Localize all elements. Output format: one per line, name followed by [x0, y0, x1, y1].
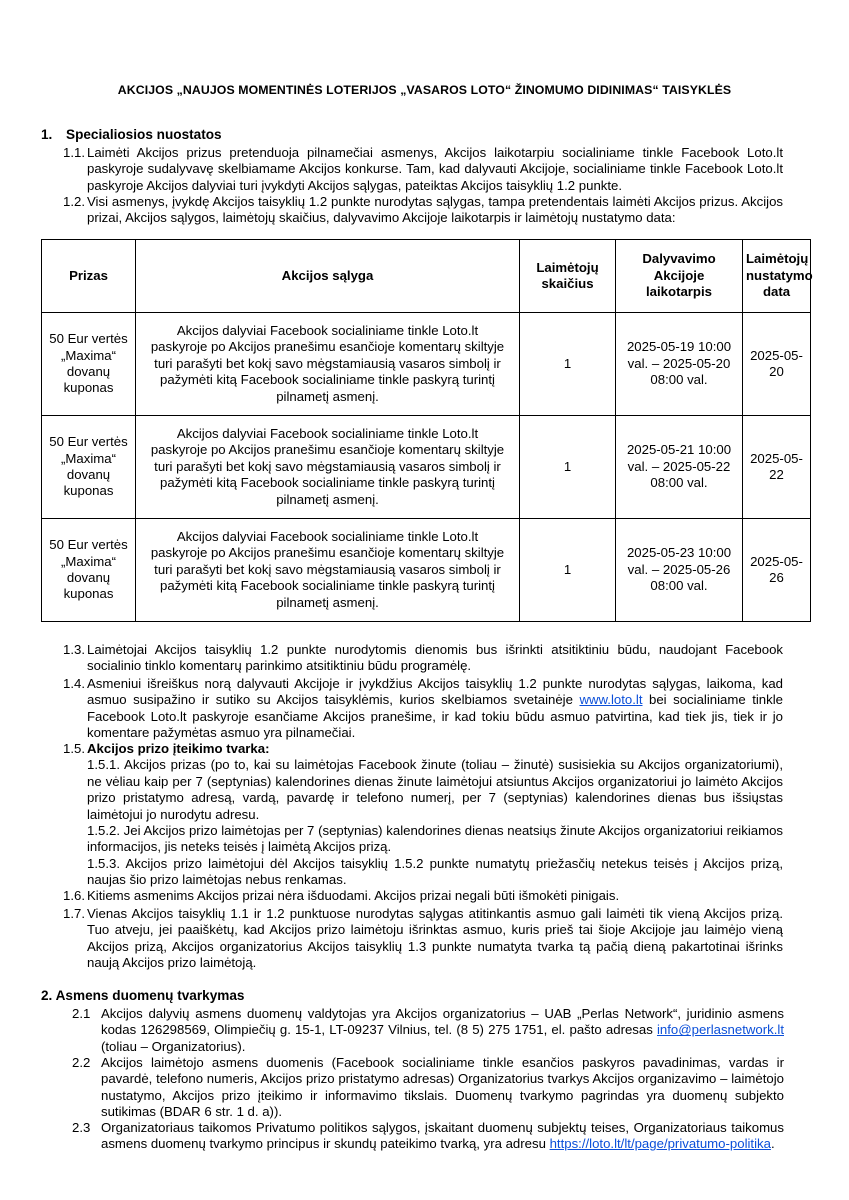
- clause-text: Visi asmenys, įvykdę Akcijos taisyklių 1.2 punkte nurodytas sąlygas, tampa pretendentais laimėti Akcijos prizus. Akcijos prizai, Akcijos sąlygos, laimėtojų skaičius, dalyvavimo Akcijoje laikotarpis ir laimėtojų nustatymo data:: [87, 194, 783, 226]
- cell-period: 2025-05-21 10:00 val. – 2025-05-22 08:00 val.: [616, 416, 743, 519]
- section-1-title: Specialiosios nuostatos: [66, 127, 222, 142]
- clause-number: 1.3.: [63, 642, 85, 657]
- clause-text: [87, 676, 783, 742]
- clause-text: [101, 1120, 784, 1153]
- clause-text-part: bei socialiniame tinkle Facebook Loto.lt paskyroje esančiame Akcijos pranešime, ir kad tokiu būdu asmuo patvirtina, kad tiek jis, tiek ir jo komentare pažymėtas asmuo yra pilnamečiai.: [87, 692, 783, 741]
- clause-text: Laimėtojai Akcijos taisyklių 1.2 punkte nurodytomis dienomis bus išrinkti atsitiktiniu būdu, naudojant Facebook socialinio tinklo komentarų parinkimo atsitiktiniu būdu programėlę.: [87, 642, 783, 674]
- clause-text: Akcijos laimėtojo asmens duomenis (Facebook socialiniame tinkle esančios paskyros pavadinimas, vardas ir pavardė, telefono numeris, Akcijos prizo pristatymo adresas) Organizatorius tvarkys Akcijos organizavimo – laimėtojo nustatymo, Akcijos prizo įteikimo ir informavimo tikslais. Duomenų tvarkymo pagrindas yra duomenų subjekto sutikimas (BDAR 6 str. 1 d. a)).: [101, 1055, 784, 1120]
- clause-number: 1.1.: [63, 145, 85, 160]
- clause-2-3: [72, 1120, 784, 1153]
- subclause-1-5-3: 1.5.3. Akcijos prizo laimėtojui dėl Akcijos taisyklių 1.5.2 punkte numatytų priežasčių netekus teisės į Akcijos prizą, naujas šio prizo laimėtojas nebus renkamas.: [87, 855, 783, 888]
- clause-1-5: [63, 741, 783, 889]
- clause-text-part: Akcijos dalyvių asmens duomenų valdytojas yra Akcijos organizatorius – UAB „Perlas Network“, juridinio asmens kodas 126298569, Olimpiečių g. 15-1, LT-09237 Vilnius, tel. (8 5) 275 1751, el. pašto adresas: [101, 1006, 784, 1038]
- cell-condition: Akcijos dalyviai Facebook socialiniame tinkle Loto.lt paskyroje po Akcijos pranešimu esančioje komentarų skiltyje turi parašyti bet kokį savo mėgstamiausią vasaros simbolį ir pažymėti kitą Facebook socialiniame tinkle paskyrą turintį pilnametį asmenį.: [136, 519, 520, 622]
- privacy-policy-link[interactable]: https://loto.lt/lt/page/privatumo-politika: [549, 1136, 771, 1152]
- clause-1-6: [63, 888, 783, 904]
- clause-1-3: [63, 642, 783, 675]
- table-row: [42, 416, 811, 519]
- clause-2-1: [72, 1006, 784, 1055]
- subclause-1-5-1: 1.5.1. Akcijos prizas (po to, kai su laimėtojas Facebook žinute (toliau – žinutė) susisiekia su Akcijos organizatoriumi), ne vėliau kaip per 7 (septynias) kalendorines dienas žinute laimėtojui atsiuntus Akcijos organizatoriui jo laimėto Akcijos prizo pristatymo adresą, vardą, pavardę ir telefono numerį, per 7 (septynias) kalendorines dienas bus išsiųstas laimėtojui jo nurodytu adresu.: [87, 757, 783, 822]
- cell-condition: Akcijos dalyviai Facebook socialiniame tinkle Loto.lt paskyroje po Akcijos pranešimu esančioje komentarų skiltyje turi parašyti bet kokį savo mėgstamiausią vasaros simbolį ir pažymėti kitą Facebook socialiniame tinkle paskyrą turintį pilnametį asmenį.: [136, 416, 520, 519]
- section-1-heading: [41, 127, 222, 143]
- email-link[interactable]: info@perlasnetwork.lt: [656, 1022, 784, 1038]
- cell-prize: 50 Eur vertės „Maxima“ dovanų kuponas: [42, 416, 136, 519]
- clause-number: 1.4.: [63, 676, 85, 691]
- header-period: Dalyvavimo Akcijoje laikotarpis: [616, 240, 743, 313]
- clause-text-part: (toliau – Organizatorius).: [101, 1038, 246, 1054]
- header-winner-date: Laimėtojų nustatymo data: [743, 240, 811, 313]
- cell-period: 2025-05-23 10:00 val. – 2025-05-26 08:00 val.: [616, 519, 743, 622]
- clause-text-part: .: [770, 1136, 775, 1152]
- cell-winner-count: 1: [520, 416, 616, 519]
- cell-winner-date: 2025-05-26: [743, 519, 811, 622]
- clause-number: 1.2.: [63, 194, 85, 209]
- cell-prize: 50 Eur vertės „Maxima“ dovanų kuponas: [42, 519, 136, 622]
- cell-period: 2025-05-19 10:00 val. – 2025-05-20 08:00 val.: [616, 313, 743, 416]
- clause-text: Vienas Akcijos taisyklių 1.1 ir 1.2 punktuose nurodytas sąlygas atitinkantis asmuo gali laimėti tik vieną Akcijos prizą. Tuo atveju, jei paaiškėtų, kad Akcijos prizo laimėtoju išrinktas asmuo, kuris prieš tai šioje Akcijoje jau laimėjo vieną Akcijos prizą, Akcijos organizatorius Akcijos taisyklių 1.3 punkte numatyta tvarka tą pačią dieną pakartotinai išrinks naują Akcijos prizo laimėtoją.: [87, 906, 783, 971]
- clause-text-part: Organizatoriaus taikomos Privatumo politikos sąlygos, įskaitant duomenų subjektų teises, Organizatoriaus taikomus asmens duomenų tvarkymo principus ir skundų pateikimo tvarką, yra adresu: [101, 1120, 784, 1152]
- cell-condition: Akcijos dalyviai Facebook socialiniame tinkle Loto.lt paskyroje po Akcijos pranešimu esančioje komentarų skiltyje turi parašyti bet kokį savo mėgstamiausią vasaros simbolį ir pažymėti kitą Facebook socialiniame tinkle paskyrą turintį pilnametį asmenį.: [136, 313, 520, 416]
- clause-2-2: [72, 1055, 784, 1121]
- cell-prize: 50 Eur vertės „Maxima“ dovanų kuponas: [42, 313, 136, 416]
- header-winner-count: Laimėtojų skaičius: [520, 240, 616, 313]
- table-header-row: [42, 240, 811, 313]
- cell-winner-date: 2025-05-20: [743, 313, 811, 416]
- cell-winner-count: 1: [520, 313, 616, 416]
- table-row: [42, 519, 811, 622]
- document-title: AKCIJOS „NAUJOS MOMENTINĖS LOTERIJOS „VASAROS LOTO“ ŽINOMUMO DIDINIMAS“ TAISYKLĖS: [117, 83, 732, 97]
- subclause-1-5-2: 1.5.2. Jei Akcijos prizo laimėtojas per 7 (septynias) kalendorines dienas neatsiųs žinute Akcijos organizatoriui reikiamos informacijos, jis neteks teisės į laimėtą Akcijos prizą.: [87, 823, 783, 855]
- clause-text: Kitiems asmenims Akcijos prizai nėra išduodami. Akcijos prizai negali būti išmokėti pinigais.: [87, 888, 620, 903]
- clause-text-part: Asmeniui išreiškus norą dalyvauti Akcijoje ir įvykdžius Akcijos taisyklių 1.2 punkte nurodytas sąlygas, laikoma, kad asmuo susipažino ir sutiko su Akcijos taisyklėmis, kurios skelbiamos svetainėje: [87, 676, 783, 708]
- section-2-heading: 2. Asmens duomenų tvarkymas: [41, 988, 245, 1003]
- table-row: [42, 313, 811, 416]
- clause-1-7: [63, 906, 783, 972]
- clause-number: 2.1: [72, 1006, 91, 1021]
- clause-text: Laimėti Akcijos prizus pretenduoja pilnamečiai asmenys, Akcijos laikotarpiu socialiniame tinkle Facebook Loto.lt paskyroje sudalyvavę skelbiamame Akcijos konkurse. Tam, kad dalyvauti Akcijoje, socialiniame tinkle Facebook Loto.lt paskyroje Akcijos dalyviai turi įvykdyti Akcijos sąlygas, pateiktas Akcijos taisyklių 1.2 punkte.: [87, 145, 783, 193]
- clause-number: 2.2: [72, 1055, 91, 1070]
- clause-1-1: [63, 145, 783, 194]
- clause-1-2: [63, 194, 783, 227]
- clause-1-4: [63, 676, 783, 742]
- clause-number: 1.7.: [63, 906, 85, 921]
- website-link[interactable]: www.loto.lt: [579, 692, 643, 708]
- section-1-number: 1.: [41, 127, 53, 142]
- clause-text: [101, 1006, 784, 1055]
- clause-number: 2.3: [72, 1120, 91, 1135]
- header-prize: Prizas: [42, 240, 136, 313]
- header-condition: Akcijos sąlyga: [136, 240, 520, 313]
- cell-winner-date: 2025-05-22: [743, 416, 811, 519]
- cell-winner-count: 1: [520, 519, 616, 622]
- clause-number: 1.5.: [63, 741, 85, 756]
- clause-number: 1.6.: [63, 888, 85, 903]
- prize-table: [41, 239, 811, 622]
- clause-heading: [87, 741, 783, 757]
- clause-heading-text: Akcijos prizo įteikimo tvarka:: [87, 741, 270, 756]
